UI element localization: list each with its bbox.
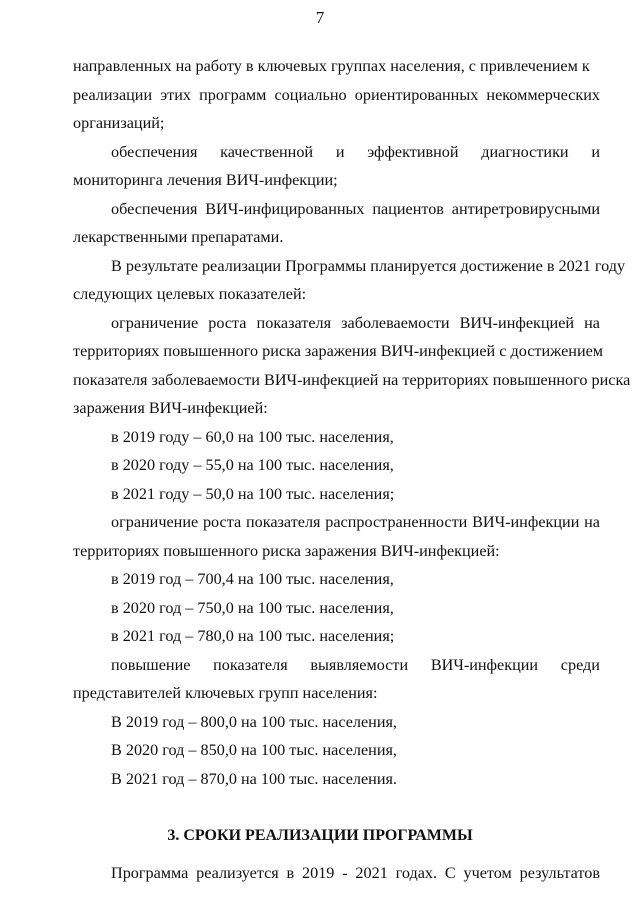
text-line: ограничение роста показателя заболеваемости ВИЧ-инфекцией на — [111, 314, 600, 332]
list-item: в 2021 год – 780,0 на 100 тыс. населения; — [111, 627, 395, 645]
text-line: мониторинга лечения ВИЧ-инфекции; — [73, 171, 338, 189]
list-item: в 2020 год – 750,0 на 100 тыс. населения, — [111, 599, 394, 617]
text-line: показателя заболеваемости ВИЧ-инфекцией на территориях повышенного риска — [73, 371, 631, 389]
text-line: ограничение роста показателя распространенности ВИЧ-инфекции на — [111, 513, 600, 531]
text-line: обеспечения качественной и эффективной диагностики и — [111, 143, 600, 161]
text-line: лекарственными препаратами. — [73, 228, 284, 246]
page-number: 7 — [315, 8, 325, 27]
text-line: повышение показателя выявляемости ВИЧ-инфекции среди — [111, 656, 600, 674]
list-item: В 2019 год – 800,0 на 100 тыс. населения, — [111, 713, 397, 731]
text-line: территориях повышенного риска заражения ВИЧ-инфекцией с достижением — [73, 342, 604, 360]
section-heading: 3. СРОКИ РЕАЛИЗАЦИИ ПРОГРАММЫ — [167, 827, 473, 844]
text-line: В результате реализации Программы планируется достижение в 2021 году — [111, 257, 626, 275]
text-line: следующих целевых показателей: — [73, 285, 307, 303]
text-line: заражения ВИЧ-инфекцией: — [73, 399, 268, 417]
text-line: обеспечения ВИЧ-инфицированных пациентов антиретровирусными — [111, 200, 600, 218]
list-item: в 2020 году – 55,0 на 100 тыс. населения, — [111, 456, 394, 474]
list-item: В 2021 год – 870,0 на 100 тыс. населения. — [111, 770, 397, 788]
list-item: в 2019 году – 60,0 на 100 тыс. населения, — [111, 428, 394, 446]
list-item: в 2021 году – 50,0 на 100 тыс. населения; — [111, 485, 395, 503]
list-item: В 2020 год – 850,0 на 100 тыс. населения, — [111, 741, 397, 759]
text-line: реализации этих программ социально ориентированных некоммерческих — [73, 86, 600, 104]
text-line: Программа реализуется в 2019 - 2021 годах. С учетом результатов — [111, 864, 600, 882]
list-item: в 2019 год – 700,4 на 100 тыс. населения, — [111, 570, 394, 588]
text-line: представителей ключевых групп населения: — [73, 684, 378, 702]
text-line: территориях повышенного риска заражения ВИЧ-инфекцией: — [73, 542, 500, 560]
text-line: направленных на работу в ключевых группах населения, с привлечением к — [73, 57, 590, 75]
text-line: организаций; — [73, 114, 165, 132]
